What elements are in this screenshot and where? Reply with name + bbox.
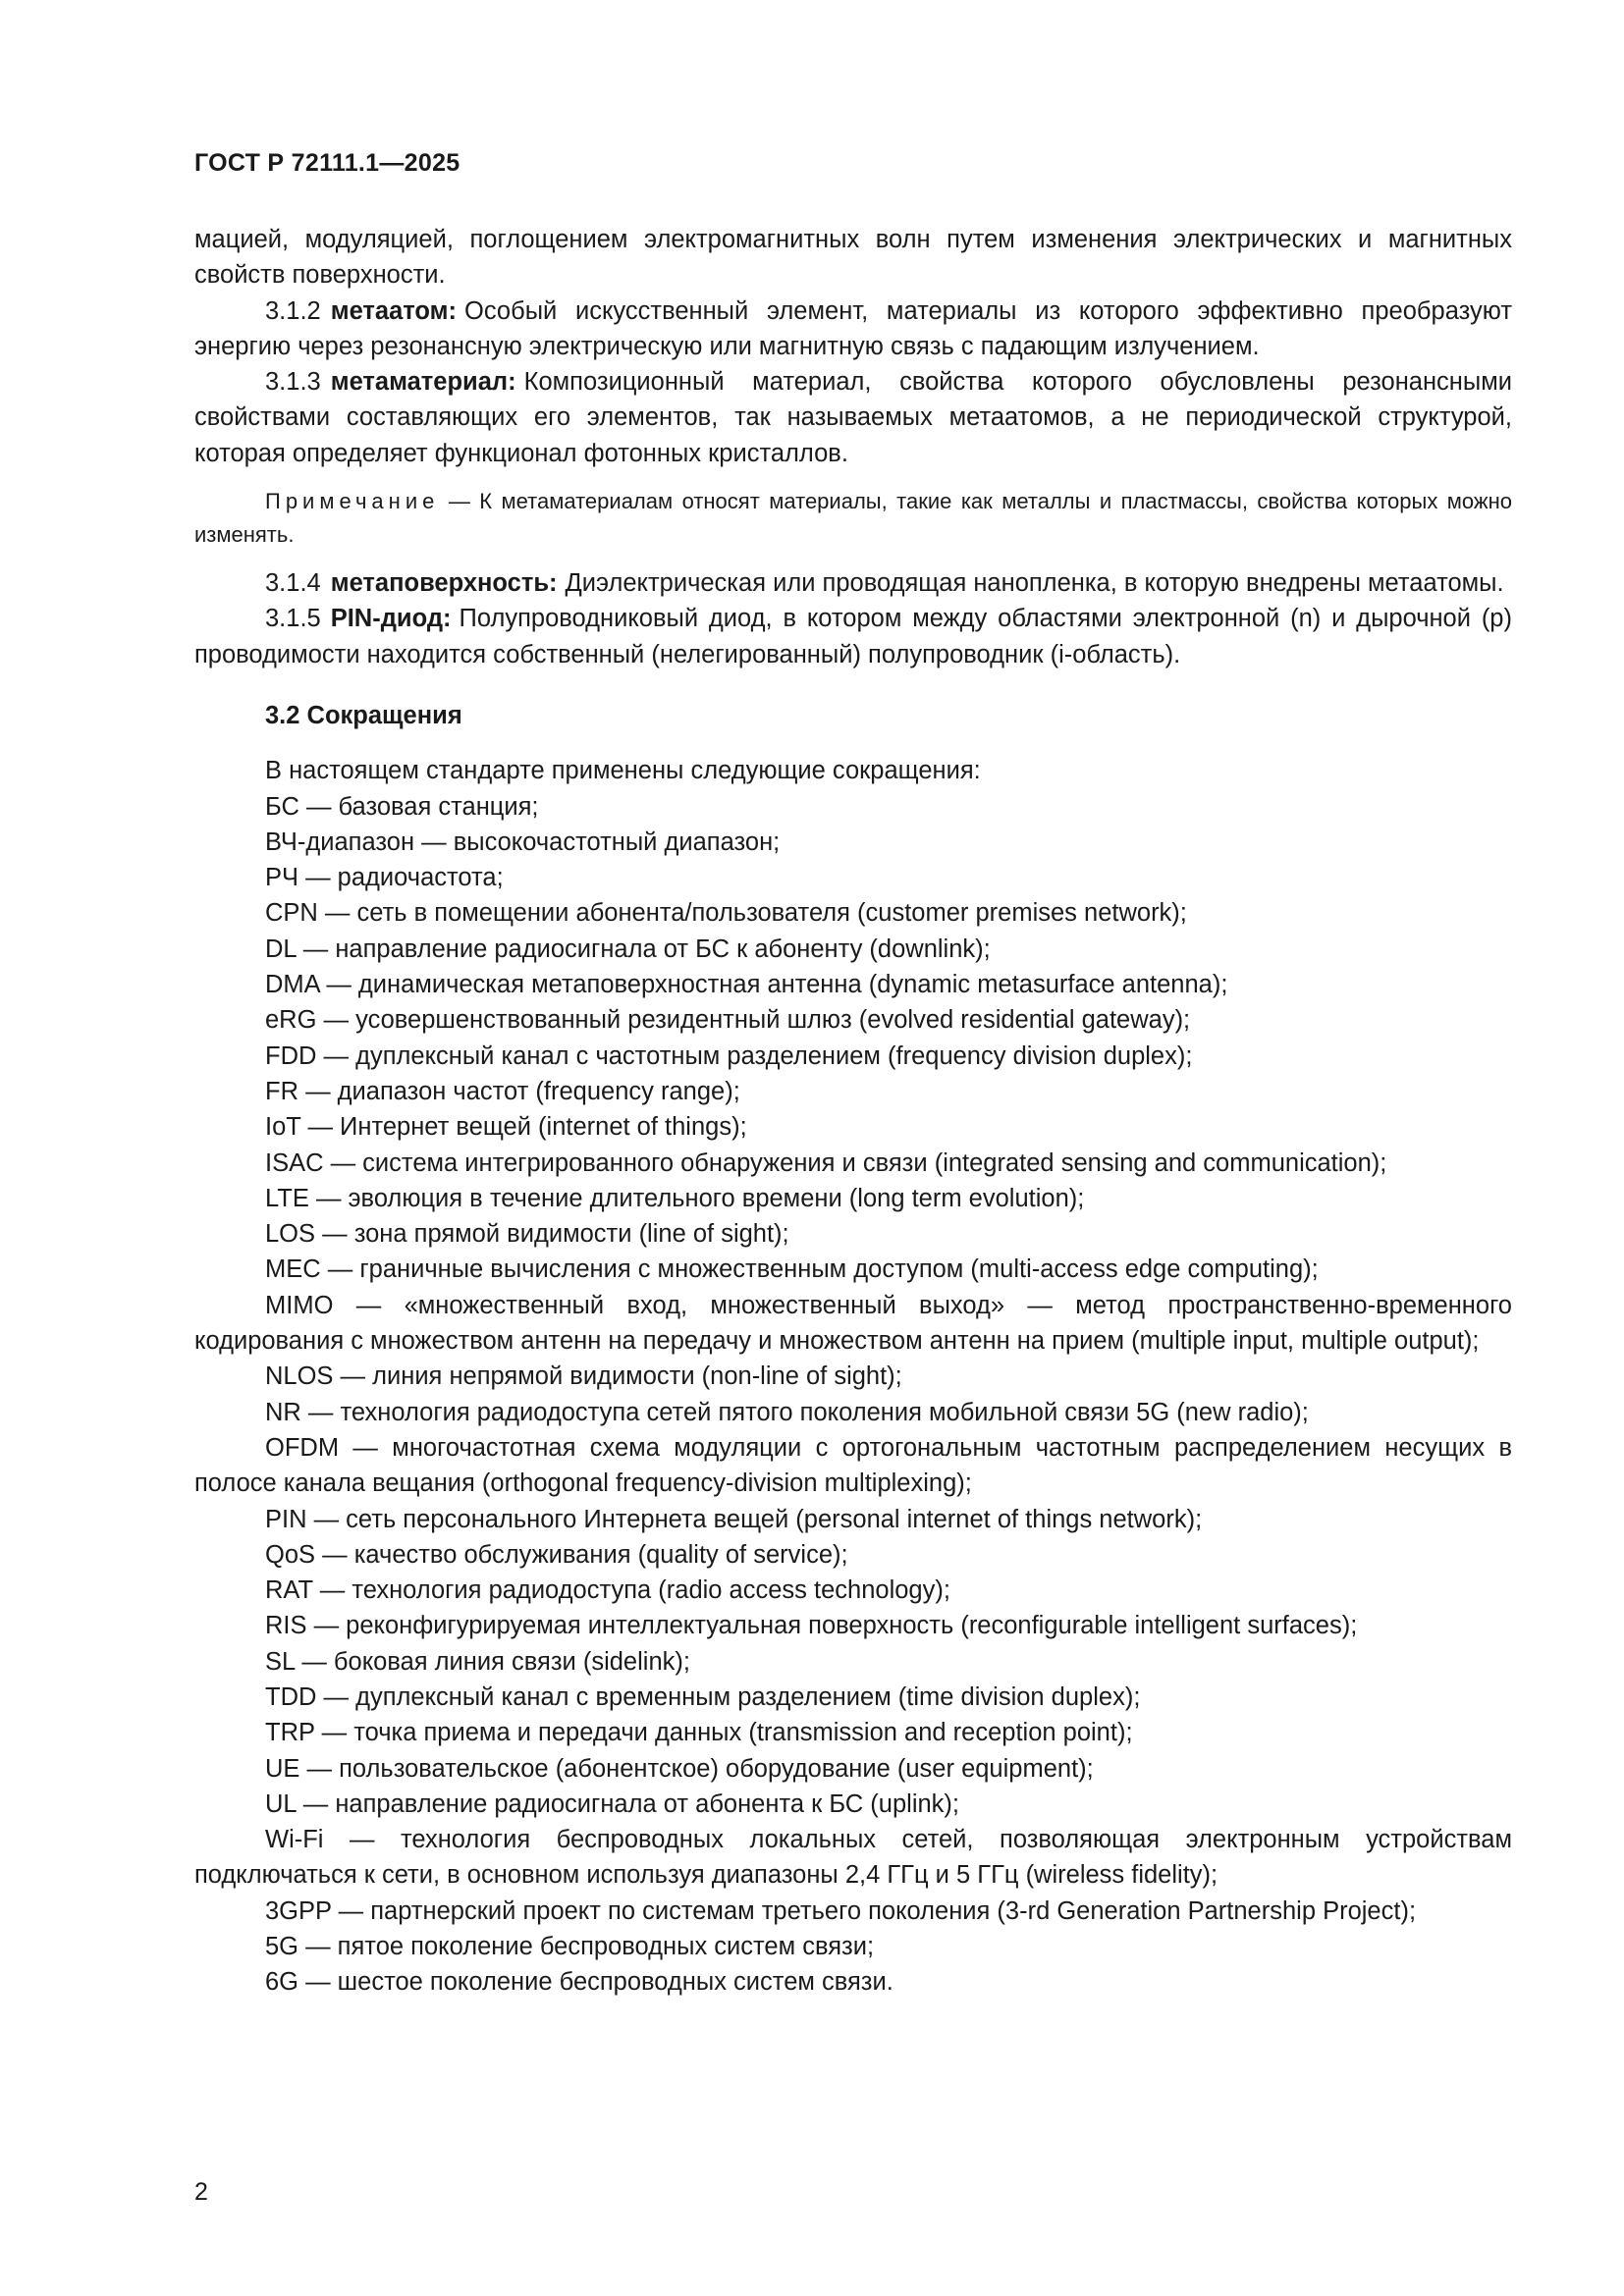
abbreviation-item: IoT — Интернет вещей (internet of things); xyxy=(265,1113,747,1142)
note-paragraph xyxy=(194,485,1512,552)
abbreviation-item: UL — направление радиосигнала от абонента к БС (uplink); xyxy=(265,1789,959,1818)
abbreviation-item: RAT — технология радиодоступа (radio access technology); xyxy=(265,1576,950,1605)
terms-list-bottom xyxy=(194,565,1512,672)
term-text: Особый искусственный элемент, материалы из которого эффективно преобразуют энергию через резонансную электрическую или магнитную связь с падающим излучением. xyxy=(194,296,1512,360)
term-number: 3.1.2 xyxy=(265,296,321,325)
abbreviation-item: ВЧ-диапазон — высокочастотный диапазон; xyxy=(265,828,781,856)
abbreviation-item: FR — диапазон частот (frequency range); xyxy=(265,1077,740,1105)
abbreviation-item: SL — боковая линия связи (sidelink); xyxy=(265,1647,690,1676)
term-number: 3.1.5 xyxy=(265,605,321,633)
abbreviations-intro: В настоящем стандарте применены следующие сокращения: xyxy=(265,757,981,785)
terms-list-top xyxy=(194,294,1512,471)
abbreviation-item: RIS — реконфигурируемая интеллектуальная поверхность (reconfigurable intelligent surfaces); xyxy=(265,1612,1358,1640)
abbreviation-item: NLOS — линия непрямой видимости (non-line of sight); xyxy=(265,1362,902,1391)
page-content xyxy=(194,222,1512,2001)
term-definition xyxy=(194,565,1512,601)
term-definition xyxy=(194,364,1512,471)
term-name: метаповерхность: xyxy=(330,569,558,598)
section-heading: 3.2 Сокращения xyxy=(265,701,462,729)
term-definition xyxy=(194,601,1512,672)
abbreviation-item: CPN — сеть в помещении абонента/пользователя (customer premises network); xyxy=(265,899,1187,928)
abbreviation-item: 5G — пятое поколение беспроводных систем связи; xyxy=(265,1933,875,1961)
abbreviation-item: eRG — усовершенствованный резидентный шлюз (evolved residential gateway); xyxy=(265,1006,1191,1035)
term-name: метаатом: xyxy=(330,296,458,325)
abbreviation-item: QoS — качество обслуживания (quality of service); xyxy=(265,1540,848,1569)
term-definition xyxy=(194,294,1512,365)
abbreviation-item: PIN — сеть персонального Интернета вещей (personal internet of things network); xyxy=(265,1505,1203,1533)
abbreviation-item: DMA — динамическая метаповерхностная антенна (dynamic metasurface antenna); xyxy=(265,971,1228,999)
continuation-paragraph: мацией, модуляцией, поглощением электромагнитных волн путем изменения электрических и магнитных свойств поверхности. xyxy=(194,226,1512,290)
abbreviation-item: MIMO — «множественный вход, множественный выход» — метод пространственно-временного кодирования с множеством антенн на передачу и множеством антенн на прием (multiple input, multiple output); xyxy=(194,1291,1512,1356)
abbreviation-item: 3GPP — партнерский проект по системам третьего поколения (3-rd Generation Partnership Project); xyxy=(265,1896,1417,1925)
abbreviations-list xyxy=(194,789,1512,2001)
document-header: ГОСТ Р 72111.1—2025 xyxy=(194,149,460,177)
abbreviation-item: LTE — эволюция в течение длительного времени (long term evolution); xyxy=(265,1184,1085,1212)
abbreviation-item: FDD — дуплексный канал с частотным разделением (frequency division duplex); xyxy=(265,1041,1193,1070)
abbreviation-item: NR — технология радиодоступа сетей пятого поколения мобильной связи 5G (new radio); xyxy=(265,1398,1309,1426)
abbreviation-item: 6G — шестое поколение беспроводных систем связи. xyxy=(265,1968,893,1997)
abbreviation-item: DL — направление радиосигнала от БС к абоненту (downlink); xyxy=(265,934,991,963)
abbreviation-item: ISAC — система интегрированного обнаружения и связи (integrated sensing and communication); xyxy=(265,1148,1387,1177)
term-text: Композиционный материал, свойства которого обусловлены резонансными свойствами составляющих его элементов, так называемых метаатомов, а не периодической структурой, которая определяет функционал фотонных кристаллов. xyxy=(194,368,1512,467)
term-text: Полупроводниковый диод, в котором между областями электронной (n) и дырочной (p) проводимости находится собственный (нелегированный) полупроводник (i-область). xyxy=(194,605,1512,668)
abbreviation-item: БС — базовая станция; xyxy=(265,792,539,821)
page-number: 2 xyxy=(194,2178,208,2206)
abbreviation-item: OFDM — многочастотная схема модуляции с ортогональным частотным распределением несущих в полосе канала вещания (orthogonal frequency-division multiplexing); xyxy=(194,1433,1512,1498)
abbreviation-item: РЧ — радиочастота; xyxy=(265,864,504,892)
note-text: — К метаматериалам относят материалы, такие как металлы и пластмассы, свойства которых можно изменять. xyxy=(194,489,1512,548)
term-name: PIN-диод: xyxy=(330,605,452,633)
abbreviation-item: UE — пользовательское (абонентское) оборудование (user equipment); xyxy=(265,1754,1094,1783)
note-label: Примечание xyxy=(265,489,440,514)
term-number: 3.1.4 xyxy=(265,569,321,598)
abbreviation-item: TRP — точка приема и передачи данных (transmission and reception point); xyxy=(265,1719,1133,1747)
abbreviation-item: LOS — зона прямой видимости (line of sight); xyxy=(265,1220,789,1249)
term-name: метаматериал: xyxy=(330,368,516,397)
term-number: 3.1.3 xyxy=(265,368,321,397)
abbreviation-item: Wi-Fi — технология беспроводных локальных сетей, позволяющая электронным устройствам подключаться к сети, в основном используя диапазоны 2,4 ГГц и 5 ГГц (wireless fidelity); xyxy=(194,1826,1512,1890)
abbreviation-item: MEC — граничные вычисления с множественным доступом (multi-access edge computing); xyxy=(265,1255,1319,1284)
abbreviation-item: TDD — дуплексный канал с временным разделением (time division duplex); xyxy=(265,1682,1141,1711)
term-text: Диэлектрическая или проводящая нанопленка, в которую внедрены метаатомы. xyxy=(565,569,1504,598)
